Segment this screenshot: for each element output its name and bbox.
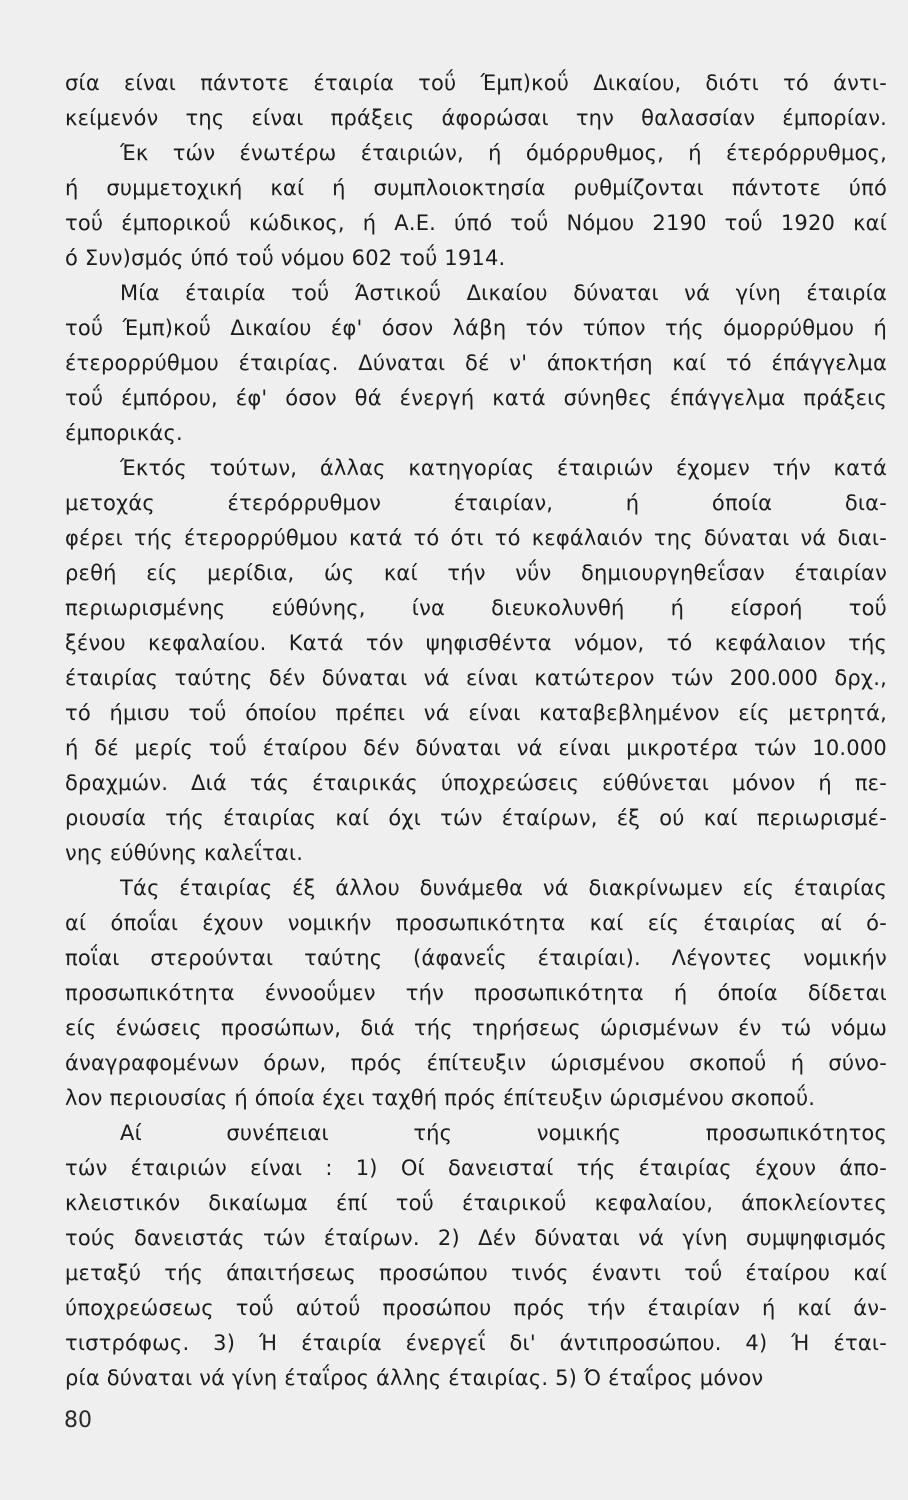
text-line: Έκτός τούτων, άλλας κατηγορίας έταιριών έχομεν τήν κατά: [120, 456, 887, 480]
text-line: ποΐαι στερούνται ταύτης (άφανεΐς έταιρίαι). Λέγοντες νομικήν: [65, 946, 887, 970]
text-line: ρία δύναται νά γίνη έταΐρος άλλης έταιρίας. 5) Ό έταΐρος μόνον: [65, 1366, 764, 1390]
text-line: Έκ τών ένωτέρω έταιριών, ή όμόρρυθμος, ή έτερόρρυθμος,: [120, 141, 887, 165]
text-line: Αί συνέπειαι τής νομικής προσωπικότητος: [120, 1121, 887, 1145]
text-line: τό ήμισυ τοΰ όποίου πρέπει νά είναι καταβεβλημένον είς μετρητά,: [65, 701, 887, 725]
text-line: κείμενόν της είναι πράξεις άφορώσαι την θαλασσίαν έμπορίαν.: [65, 106, 887, 130]
text-line: νης εύθύνης καλεΐται.: [65, 841, 304, 865]
body-text: [65, 66, 887, 1396]
text-line: ό Συν)σμός ύπό τοΰ νόμου 602 τοΰ 1914.: [65, 246, 506, 270]
text-line: σία είναι πάντοτε έταιρία τοΰ Έμπ)κοΰ Δικαίου, διότι τό άντι-: [65, 71, 887, 95]
text-line: Τάς έταιρίας έξ άλλου δυνάμεθα νά διακρίνωμεν είς έταιρίας: [120, 876, 887, 900]
text-line: είς ένώσεις προσώπων, διά τής τηρήσεως ώρισμένων έν τώ νόμω: [65, 1016, 887, 1040]
text-line: περιωρισμένης εύθύνης, ίνα διευκολυνθή ή είσροή τοΰ: [65, 596, 887, 620]
text-line: τοΰ Έμπ)κοΰ Δικαίου έφ' όσον λάβη τόν τύπον τής όμορρύθμου ή: [65, 316, 887, 340]
text-line: κλειστικόν δικαίωμα έπί τοΰ έταιρικοΰ κεφαλαίου, άποκλείοντες: [65, 1191, 887, 1215]
text-line: ξένου κεφαλαίου. Κατά τόν ψηφισθέντα νόμον, τό κεφάλαιον τής: [65, 631, 887, 655]
text-line: τούς δανειστάς τών έταίρων. 2) Δέν δύναται νά γίνη συμψηφισμός: [65, 1226, 887, 1250]
text-line: μετοχάς έτερόρρυθμον έταιρίαν, ή όποία δια-: [65, 491, 887, 515]
text-line: ριουσία τής έταιρίας καί όχι τών έταίρων, έξ ού καί περιωρισμέ-: [65, 806, 887, 830]
page-number: 80: [64, 1408, 92, 1433]
text-line: έμπορικάς.: [65, 421, 183, 445]
text-line: ή δέ μερίς τοΰ έταίρου δέν δύναται νά είναι μικροτέρα τών 10.000: [65, 736, 887, 760]
text-line: τών έταιριών είναι : 1) Οί δανεισταί τής έταιρίας έχουν άπο-: [65, 1156, 887, 1180]
text-line: τιστρόφως. 3) Ή έταιρία ένεργεΐ δι' άντιπροσώπου. 4) Ή έται-: [65, 1331, 887, 1355]
text-line: ύποχρεώσεως τοΰ αύτοΰ προσώπου πρός τήν έταιρίαν ή καί άν-: [65, 1296, 887, 1320]
text-line: ρεθή είς μερίδια, ώς καί τήν νΰν δημιουργηθεΐσαν έταιρίαν: [65, 561, 887, 585]
text-line: φέρει τής έτερορρύθμου κατά τό ότι τό κεφάλαιόν της δύναται νά διαι-: [65, 526, 887, 550]
text-line: άναγραφομένων όρων, πρός έπίτευξιν ώρισμένου σκοποΰ ή σύνο-: [65, 1051, 887, 1075]
text-line: έτερορρύθμου έταιρίας. Δύναται δέ ν' άποκτήση καί τό έπάγγελμα: [65, 351, 887, 375]
text-line: μεταξύ τής άπαιτήσεως προσώπου τινός έναντι τοΰ έταίρου καί: [65, 1261, 887, 1285]
text-line: έταιρίας ταύτης δέν δύναται νά είναι κατώτερον τών 200.000 δρχ.,: [65, 666, 887, 690]
text-line: λον περιουσίας ή όποία έχει ταχθή πρός έπίτευξιν ώρισμένου σκοποΰ.: [65, 1086, 816, 1110]
text-line: Μία έταιρία τοΰ Άστικοΰ Δικαίου δύναται νά γίνη έταιρία: [120, 281, 887, 305]
text-line: αί όποΐαι έχουν νομικήν προσωπικότητα καί είς έταιρίας αί ό-: [65, 911, 887, 935]
text-line: δραχμών. Διά τάς έταιρικάς ύποχρεώσεις εύθύνεται μόνον ή πε-: [65, 771, 887, 795]
text-line: ή συμμετοχική καί ή συμπλοιοκτησία ρυθμίζονται πάντοτε ύπό: [65, 176, 887, 200]
text-line: τοΰ έμπορικοΰ κώδικος, ή Α.Ε. ύπό τοΰ Νόμου 2190 τοΰ 1920 καί: [65, 211, 887, 235]
text-line: προσωπικότητα έννοοΰμεν τήν προσωπικότητα ή όποία δίδεται: [65, 981, 887, 1005]
text-line: τοΰ έμπόρου, έφ' όσον θά ένεργή κατά σύνηθες έπάγγελμα πράξεις: [65, 386, 887, 410]
